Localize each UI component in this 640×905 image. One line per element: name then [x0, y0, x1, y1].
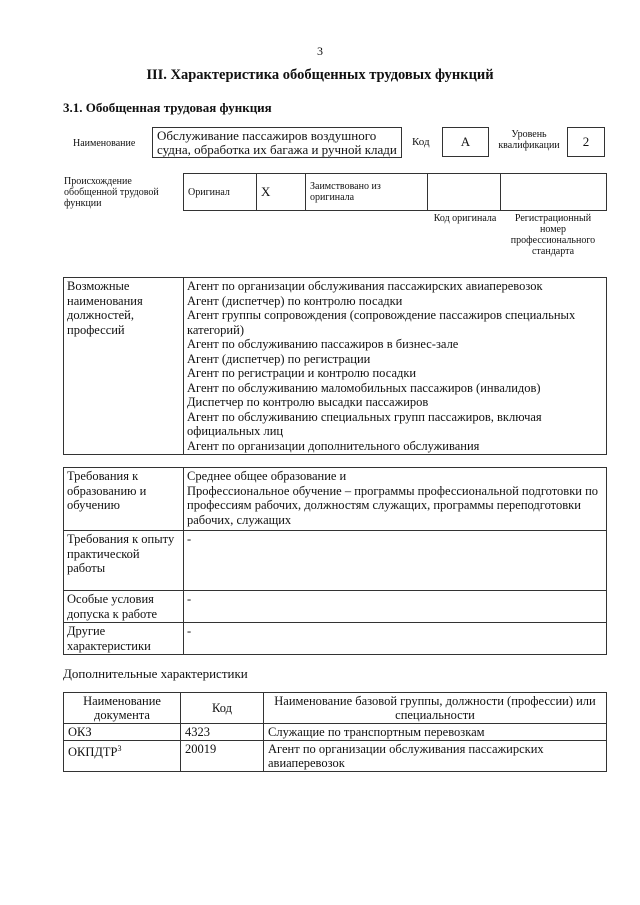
position-item: Диспетчер по контролю высадки пассажиров: [187, 395, 429, 409]
section-title: III. Характеристика обобщенных трудовых функций: [146, 67, 494, 83]
reg-number-cell: [501, 174, 607, 211]
additional-title: Дополнительные характеристики: [63, 666, 248, 681]
row-doc: ОКПДТР: [68, 745, 118, 760]
header-code: Код: [212, 701, 232, 715]
position-item: Агент (диспетчер) по контролю посадки: [187, 293, 403, 308]
subsection-title: 3.1. Обобщенная трудовая функция: [63, 100, 272, 115]
position-item: Агент по обслуживанию маломобильных пассажиров (инвалидов): [187, 380, 541, 395]
page-number: 3: [317, 44, 323, 58]
position-item: Агент по обслуживанию пассажиров в бизнес-зале: [187, 337, 459, 351]
function-level-box: 2: [567, 127, 605, 157]
header-name: Наименование базовой группы, должности (профессии) или специальности: [274, 694, 596, 722]
other-value: -: [187, 624, 192, 638]
experience-value: -: [187, 532, 192, 546]
code-original-caption: Код оригинала: [433, 213, 497, 224]
code-original-cell: [428, 174, 501, 211]
header-doc: Наименование документа: [83, 694, 161, 722]
borrowed-label: Заимствовано из оригинала: [310, 181, 381, 203]
positions-table: [63, 277, 607, 455]
function-name-box: Обслуживание пассажиров воздушного судна, обработка их багажа и ручной клади: [152, 127, 402, 158]
additional-table: [63, 692, 607, 772]
code-label: Код: [412, 136, 430, 148]
education-line1: Среднее общее образование и: [187, 469, 347, 483]
special-value: -: [187, 592, 192, 606]
position-item: Агент по организации дополнительного обслуживания: [187, 438, 480, 453]
education-label: Требования к образованию и обучению: [67, 469, 147, 512]
position-item: Агент по организации обслуживания пассажирских авиаперевозок: [187, 279, 543, 293]
original-label: Оригинал: [188, 186, 230, 198]
reg-number-caption: Регистрационный номер профессионального стандарта: [510, 213, 596, 257]
education-line2: Профессиональное обучение – программы профессиональной подготовки по профессиям рабочих, должностям служащих, программы переподготовки рабочих, служащих: [187, 483, 599, 527]
position-item: Агент по регистрации и контролю посадки: [187, 366, 417, 380]
original-mark: X: [261, 184, 271, 199]
function-code-box: А: [442, 127, 489, 157]
origin-label: Происхождение обобщенной трудовой функции: [64, 176, 159, 209]
position-item: Агент по обслуживанию специальных групп пассажиров, включая официальных лиц: [187, 409, 542, 438]
name-label: Наименование: [73, 138, 136, 149]
footnote-mark: 3: [117, 744, 122, 753]
experience-label: Требования к опыту практической работы: [67, 532, 175, 575]
positions-label: Возможные наименования должностей, профессий: [67, 279, 143, 337]
position-item: Агент группы сопровождения (сопровождение пассажиров специальных категорий): [187, 308, 576, 337]
origin-table: [183, 173, 607, 211]
requirements-table: [63, 467, 607, 655]
row-name: Служащие по транспортным перевозкам: [268, 725, 485, 739]
row-code: 4323: [185, 725, 210, 739]
row-doc: ОКЗ: [68, 725, 92, 739]
other-label: Другие характеристики: [67, 624, 151, 653]
row-name: Агент по организации обслуживания пассажирских авиаперевозок: [268, 742, 544, 770]
position-item: Агент (диспетчер) по регистрации: [187, 351, 371, 366]
special-label: Особые условия допуска к работе: [67, 592, 158, 621]
table-row: [64, 724, 607, 741]
row-code: 20019: [185, 742, 217, 756]
level-label: Уровень квалификации: [498, 129, 560, 151]
table-row: [64, 741, 607, 772]
